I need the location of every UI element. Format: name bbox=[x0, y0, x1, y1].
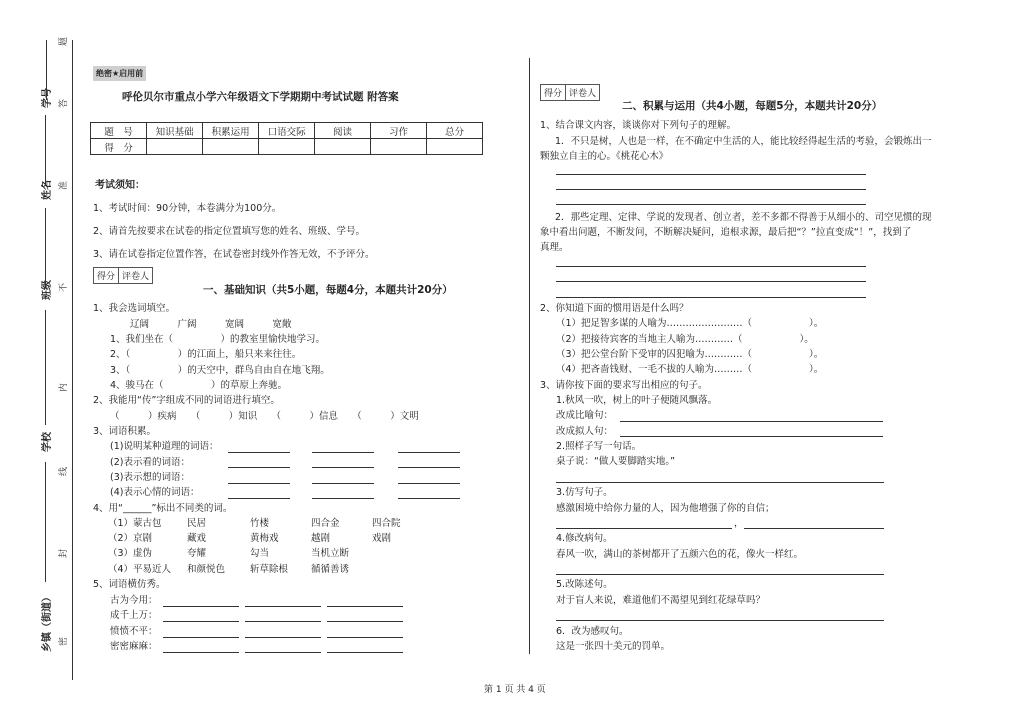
s2-q1-text: 真理。 bbox=[540, 242, 569, 253]
q4-word[interactable]: 勾当 bbox=[250, 548, 270, 559]
note-item: 1、考试时间：90分钟，本卷满分为100分。 bbox=[93, 203, 282, 214]
s2-q3-comma: ， bbox=[734, 518, 744, 529]
answer-line[interactable] bbox=[556, 297, 866, 298]
q5-item: 成千上万： bbox=[110, 610, 158, 621]
notes-title: 考试须知： bbox=[95, 180, 145, 191]
score-cell[interactable] bbox=[315, 139, 371, 155]
q3-item: (4)表示心情的词语： bbox=[110, 487, 200, 498]
q5-item: 密密麻麻： bbox=[110, 641, 158, 652]
s2-q3-text: 5.改陈述句。 bbox=[556, 579, 613, 590]
margin-label-student-id: 学号 bbox=[42, 88, 53, 108]
answer-blank[interactable] bbox=[327, 652, 403, 653]
secret-label: 绝密★启用前 bbox=[93, 66, 146, 81]
s2-q3-text: 春风一吹，满山的茶树都开了五颜六色的花，像火一样红。 bbox=[556, 549, 804, 560]
answer-blank[interactable] bbox=[327, 606, 403, 607]
score-cell[interactable] bbox=[147, 139, 203, 155]
margin-line bbox=[72, 40, 73, 680]
answer-blank[interactable] bbox=[398, 467, 460, 468]
margin-label-name: 姓名 bbox=[42, 180, 53, 200]
answer-line[interactable] bbox=[556, 189, 866, 190]
answer-line[interactable] bbox=[620, 421, 883, 422]
answer-blank[interactable] bbox=[163, 606, 239, 607]
answer-blank[interactable] bbox=[312, 498, 374, 499]
s2-q2-item: （4）把吝啬钱财、一毛不拔的人喻为………（ ）。 bbox=[556, 364, 824, 375]
s2-q1-stem: 1、结合课文内容，谈谈你对下列句子的理解。 bbox=[540, 120, 737, 131]
margin-blank-school bbox=[45, 310, 46, 425]
answer-blank[interactable] bbox=[327, 621, 403, 622]
q4-word[interactable]: 黄梅戏 bbox=[250, 533, 279, 544]
answer-blank[interactable] bbox=[228, 483, 290, 484]
q4-word[interactable]: （1）蒙古包 bbox=[108, 518, 162, 529]
answer-blank[interactable] bbox=[163, 621, 239, 622]
s2-q3-text: 桌子说：“做人要脚踏实地。” bbox=[556, 456, 676, 467]
q4-word[interactable]: 四合金 bbox=[311, 518, 340, 529]
q5-item: 愤愤不平： bbox=[110, 626, 158, 637]
answer-line[interactable] bbox=[556, 620, 884, 621]
column-divider bbox=[529, 58, 530, 654]
answer-line[interactable] bbox=[556, 281, 866, 282]
q1-options: 辽阔 广阔 宽阔 宽敞 bbox=[130, 319, 292, 330]
score-cell[interactable] bbox=[203, 139, 259, 155]
q2-line: （ ）疾病 （ ）知识 （ ）信息 （ ）文明 bbox=[110, 411, 419, 422]
q3-item: (3)表示想的词语： bbox=[110, 472, 190, 483]
answer-line[interactable] bbox=[556, 482, 884, 483]
s2-q3-text: 6．改为感叹句。 bbox=[556, 626, 629, 637]
q4-word[interactable]: 竹楼 bbox=[250, 518, 270, 529]
q4-word[interactable]: （3）虚伪 bbox=[108, 548, 153, 559]
answer-blank[interactable] bbox=[398, 483, 460, 484]
q4-word[interactable]: 和颜悦色 bbox=[187, 564, 226, 575]
section2-title: 二、积累与运用（共4小题，每题5分，本题共计20分） bbox=[622, 100, 883, 112]
s2-q2-stem: 2、你知道下面的惯用语是什么吗？ bbox=[540, 303, 689, 314]
score-header: 知识基础 bbox=[147, 123, 203, 139]
grader-label: 评卷人 bbox=[569, 89, 597, 99]
score-cell[interactable] bbox=[427, 139, 483, 155]
answer-blank[interactable] bbox=[245, 652, 321, 653]
seal-char: 准 bbox=[59, 180, 69, 190]
q1-line: 2、（ ）的江面上，船只来来往往。 bbox=[110, 349, 302, 360]
section1-title: 一、基础知识（共5小题，每题4分，本题共计20分） bbox=[203, 284, 453, 296]
grader-box bbox=[93, 267, 153, 284]
note-item: 3、请在试卷指定位置作答，在试卷密封线外作答无效，不予评分。 bbox=[93, 249, 375, 260]
s2-q3-text: 对于盲人来说，难道他们不渴望见到红花绿草吗？ bbox=[556, 595, 766, 606]
answer-blank[interactable] bbox=[398, 498, 460, 499]
q4-word[interactable]: 斩草除根 bbox=[250, 564, 289, 575]
margin-blank-class bbox=[45, 208, 46, 288]
answer-blank[interactable] bbox=[398, 452, 460, 453]
s2-q3-text: 改成拟人句： bbox=[556, 426, 614, 437]
margin-blank-name bbox=[45, 115, 46, 185]
s2-q2-item: （2）把接待宾客的当地主人喻为…………（ ）。 bbox=[556, 334, 814, 345]
answer-blank[interactable] bbox=[245, 637, 321, 638]
grader-score-label: 得分 bbox=[94, 268, 119, 283]
q4-word[interactable]: 戏剧 bbox=[372, 533, 392, 544]
grader-label: 评卷人 bbox=[122, 272, 150, 282]
score-header: 阅读 bbox=[315, 123, 371, 139]
score-row-label: 得 分 bbox=[91, 139, 147, 155]
grader-score-label: 得分 bbox=[541, 85, 566, 100]
answer-blank[interactable] bbox=[228, 498, 290, 499]
seal-char: 不 bbox=[59, 282, 69, 292]
answer-line[interactable] bbox=[556, 204, 866, 205]
margin-label-school: 学校 bbox=[42, 432, 53, 452]
q4-word[interactable]: 藏戏 bbox=[187, 533, 207, 544]
q1-line: 1、我们坐在（ ）的教室里愉快地学习。 bbox=[110, 334, 326, 345]
answer-blank[interactable] bbox=[245, 606, 321, 607]
margin-label-township: 乡镇（街道） bbox=[42, 592, 53, 652]
answer-blank[interactable] bbox=[312, 467, 374, 468]
page-title: 呼伦贝尔市重点小学六年级语文下学期期中考试试题 附答案 bbox=[122, 91, 399, 103]
q1-line: 4、骏马在（ ）的草原上奔驰。 bbox=[110, 380, 288, 391]
q1-stem: 1、我会选词填空。 bbox=[93, 303, 176, 314]
q4-word[interactable]: 夸耀 bbox=[187, 548, 207, 559]
q5-item: 古为今用： bbox=[110, 595, 158, 606]
q4-word[interactable]: 越剧 bbox=[311, 533, 331, 544]
score-header: 积累运用 bbox=[203, 123, 259, 139]
s2-q1-text: 颗独立自主的心。《桃花心木》 bbox=[540, 151, 669, 162]
s2-q1-text: 1．不只是树，人也是一样，在不确定中生活的人，能比较经得起生活的考验，会锻炼出一 bbox=[555, 136, 932, 147]
answer-line[interactable] bbox=[556, 266, 866, 267]
seal-char: 答 bbox=[59, 98, 69, 108]
seal-char: 内 bbox=[59, 382, 69, 392]
s2-q3-text: 1.秋风一吹，树上的叶子便随风飘落。 bbox=[556, 395, 718, 406]
score-header: 口语交际 bbox=[259, 123, 315, 139]
q4-word[interactable]: （4）平易近人 bbox=[108, 564, 172, 575]
note-item: 2、请首先按要求在试卷的指定位置填写您的姓名、班级、学号。 bbox=[93, 226, 366, 237]
answer-blank[interactable] bbox=[163, 637, 239, 638]
s2-q3-text: 这是一张四十美元的罚单。 bbox=[556, 641, 671, 652]
score-table bbox=[90, 122, 483, 155]
s2-q3-text: 4.修改病句。 bbox=[556, 533, 613, 544]
s2-q3-text: 2.照样子写一句话。 bbox=[556, 441, 642, 452]
s2-q3-stem: 3、请你按下面的要求写出相应的句子。 bbox=[540, 380, 708, 391]
grader-box bbox=[540, 84, 600, 101]
answer-line[interactable] bbox=[556, 174, 866, 175]
score-cell[interactable] bbox=[259, 139, 315, 155]
seal-char: 密 bbox=[59, 636, 69, 646]
margin-label-class: 班级 bbox=[42, 280, 53, 300]
answer-blank[interactable] bbox=[245, 621, 321, 622]
q4-word[interactable]: 四合院 bbox=[372, 518, 401, 529]
margin-blank bbox=[46, 40, 48, 100]
seal-char: 封 bbox=[59, 548, 69, 558]
q4-word[interactable]: 循循善诱 bbox=[311, 564, 350, 575]
answer-blank[interactable] bbox=[228, 452, 290, 453]
s2-q3-text: 改成比喻句： bbox=[556, 410, 614, 421]
s2-q1-text: 2．那些定理、定律、学说的发现者、创立者，差不多都不得善于从细小的、司空见惯的现 bbox=[555, 212, 932, 223]
q4-word[interactable]: 民居 bbox=[187, 518, 207, 529]
answer-line[interactable] bbox=[744, 528, 884, 529]
s2-q1-text: 象中看出问题，不断发问，不断解决疑问，追根求源，最后把“？”拉直变成“！”，找到了 bbox=[540, 227, 912, 238]
answer-line[interactable] bbox=[556, 574, 884, 575]
answer-line[interactable] bbox=[556, 528, 732, 529]
q2-stem: 2、我能用“传”字组成不同的词语进行填空。 bbox=[93, 395, 280, 406]
page-footer: 第 1 页 共 4 页 bbox=[484, 685, 546, 695]
margin-blank-township bbox=[45, 462, 46, 582]
s2-q3-text: 3.仿写句子。 bbox=[556, 487, 613, 498]
q3-stem: 3、词语积累。 bbox=[93, 426, 157, 437]
q4-word[interactable]: 当机立断 bbox=[311, 548, 350, 559]
q4-stem: 4、用“______”标出不同类的词。 bbox=[93, 503, 233, 514]
answer-blank[interactable] bbox=[163, 652, 239, 653]
answer-blank[interactable] bbox=[228, 467, 290, 468]
score-cell[interactable] bbox=[371, 139, 427, 155]
s2-q2-item: （3）把公堂台阶下受审的囚犯喻为…………（ ）。 bbox=[556, 349, 824, 360]
seal-char: 线 bbox=[59, 466, 69, 476]
score-header: 总分 bbox=[427, 123, 483, 139]
s2-q2-item: （1）把足智多谋的人喻为……………………（ ）。 bbox=[556, 318, 824, 329]
seal-char: 题 bbox=[59, 36, 69, 46]
answer-blank[interactable] bbox=[312, 483, 374, 484]
score-header: 习作 bbox=[371, 123, 427, 139]
q3-item: (1)说明某种道理的词语： bbox=[110, 441, 219, 452]
score-header: 题 号 bbox=[91, 123, 147, 139]
answer-blank[interactable] bbox=[312, 452, 374, 453]
q5-stem: 5、词语横仿秀。 bbox=[93, 579, 166, 590]
answer-blank[interactable] bbox=[327, 637, 403, 638]
answer-line[interactable] bbox=[620, 436, 883, 437]
s2-q3-text: 感激困境中给你力量的人，因为他增强了你的自信； bbox=[556, 503, 775, 514]
q4-word[interactable]: （2）京剧 bbox=[108, 533, 153, 544]
q3-item: (2)表示看的词语： bbox=[110, 457, 190, 468]
q1-line: 3、（ ）的天空中，群鸟自由自在地飞翔。 bbox=[110, 365, 330, 376]
